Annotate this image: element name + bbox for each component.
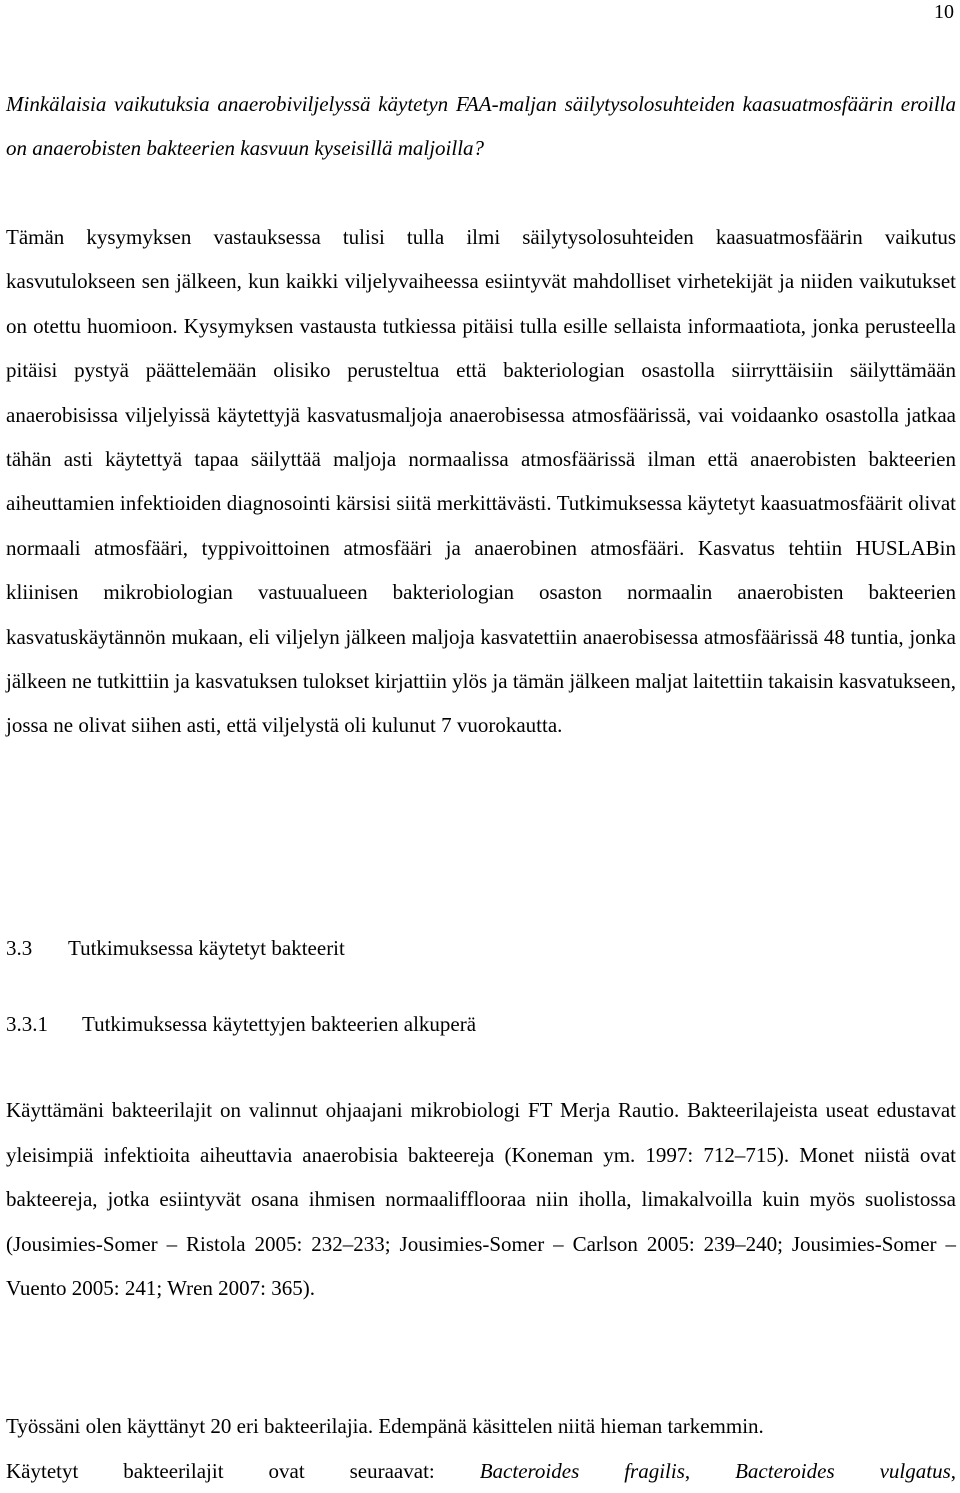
page-number: 10 bbox=[934, 0, 954, 24]
subsection-heading-3-3-1 bbox=[6, 1006, 476, 1042]
paragraph-3-line-1: Työssäni olen käyttänyt 20 eri bakteerilajia. Edempänä käsittelen niitä hieman tarkemmin. bbox=[6, 1404, 956, 1449]
paragraph-3 bbox=[6, 1404, 956, 1493]
paragraph-2: Käyttämäni bakteerilajit on valinnut ohjaajani mikrobiologi FT Merja Rautio. Bakteerilajeista useat edustavat yleisimpiä infektioita aiheuttavia anaerobisia bakteereja (Koneman ym. 1997: 712–715). Monet niistä ovat bakteereja, jotka esiintyvät osana ihmisen normaalifflooraa niin iholla, limakalvoilla kuin myös suolistossa (Jousimies-Somer – Ristola 2005: 232–233; Jousimies-Somer – Carlson 2005: 239–240; Jousimies-Somer – Vuento 2005: 241; Wren 2007: 365). bbox=[6, 1088, 956, 1311]
subsection-number: 3.3.1 bbox=[6, 1006, 82, 1042]
subsection-title: Tutkimuksessa käytettyjen bakteerien alkuperä bbox=[82, 1012, 476, 1036]
species-list-intro: Käytetyt bakteerilajit ovat seuraavat: bbox=[6, 1459, 435, 1483]
species-bacteroides-fragilis: Bacteroides fragilis bbox=[480, 1459, 685, 1483]
paragraph-3-line-2 bbox=[6, 1449, 956, 1493]
research-question: Minkälaisia vaikutuksia anaerobiviljelyssä käytetyn FAA-maljan säilytysolosuhteiden kaasuatmosfäärin eroilla on anaerobisten bakteerien kasvuun kyseisillä maljoilla? bbox=[6, 82, 956, 170]
section-number: 3.3 bbox=[6, 930, 68, 966]
species-bacteroides-vulgatus: Bacteroides vulgatus bbox=[735, 1459, 951, 1483]
paragraph-1: Tämän kysymyksen vastauksessa tulisi tulla ilmi säilytysolosuhteiden kaasuatmosfäärin vaikutus kasvutulokseen sen jälkeen, kun kaikki viljelyvaiheessa esiintyvät mahdolliset virhetekijät ja niiden vaikutukset on otettu huomioon. Kysymyksen vastausta tutkiessa pitäisi tulla esille sellaista informaatiota, jonka perusteella pitäisi pystyä päättelemään olisiko perusteltua että bakteriologian osastolla siirryttäisiin säilyttämään anaerobisissa viljelyissä käytettyjä kasvatusmaljoja anaerobisessa atmosfäärissä, vai voidaanko osastolla jatkaa tähän asti käytettyä tapaa säilyttää maljoja normaalissa atmosfäärissä ilman että anaerobisten bakteerien aiheuttamien infektioiden diagnosointi kärsisi siitä merkittävästi. Tutkimuksessa käytetyt kaasuatmosfäärit olivat normaali atmosfääri, typpivoittoinen atmosfääri ja anaerobinen atmosfääri. Kasvatus tehtiin HUSLABin kliinisen mikrobiologian vastuualueen bakteriologian osaston normaalin anaerobisten bakteerien kasvatuskäytännön mukaan, eli viljelyn jälkeen maljoja kasvatettiin anaerobisessa atmosfäärissä 48 tuntia, jonka jälkeen ne tutkittiin ja kasvatuksen tulokset kirjattiin ylös ja tämän jälkeen maljat laitettiin takaisin kasvatukseen, jossa ne olivat siihen asti, että viljelystä oli kulunut 7 vuorokautta. bbox=[6, 215, 956, 748]
species-trailing-comma: , bbox=[951, 1459, 956, 1483]
section-title: Tutkimuksessa käytetyt bakteerit bbox=[68, 936, 345, 960]
species-separator: , bbox=[685, 1459, 690, 1483]
section-heading-3-3 bbox=[6, 930, 345, 966]
